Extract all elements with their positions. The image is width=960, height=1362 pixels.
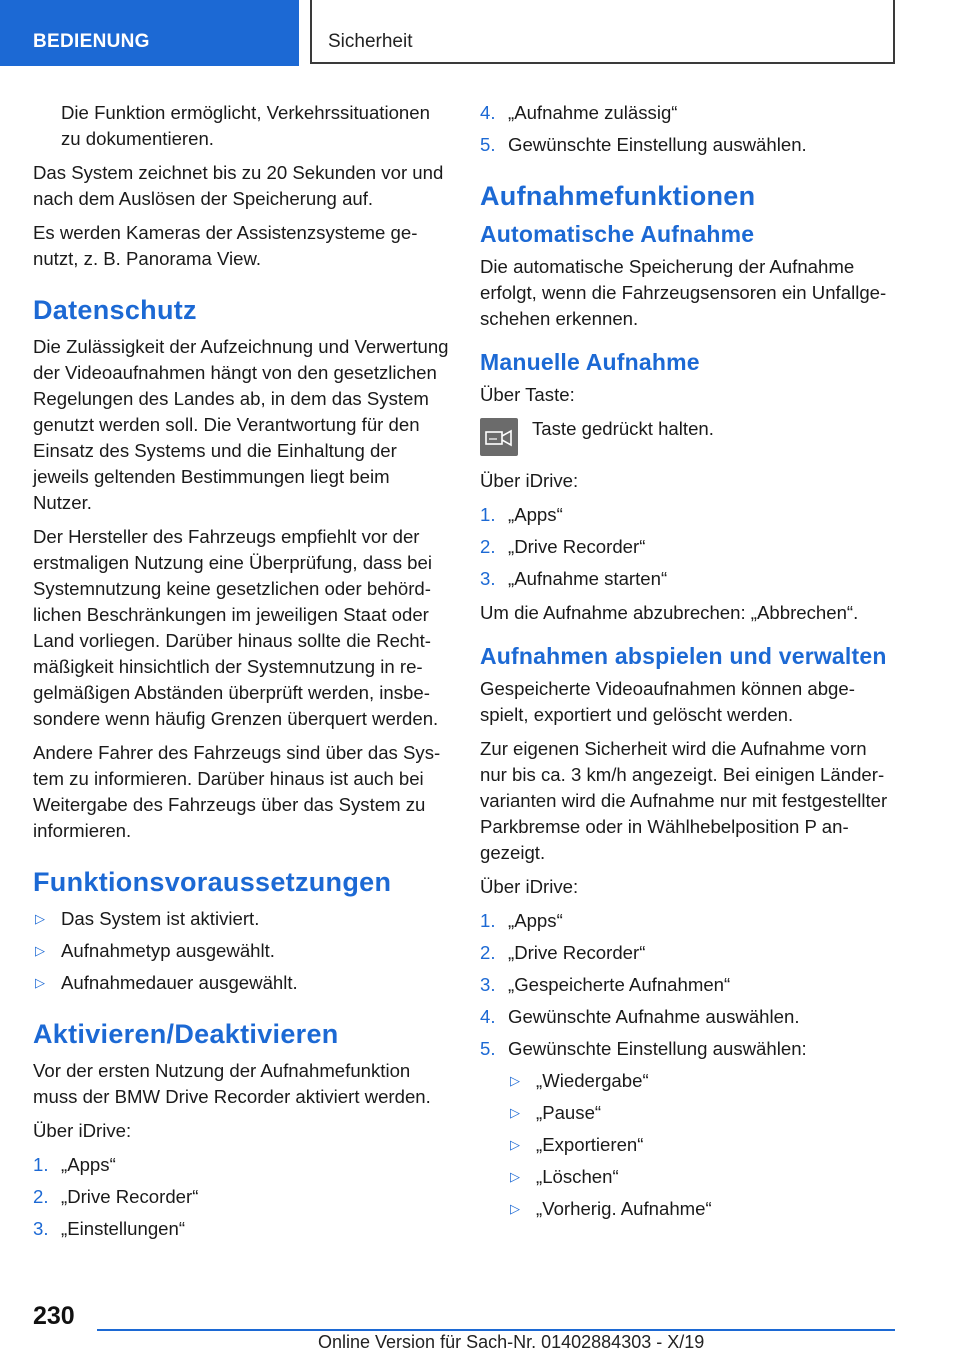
steps-list xyxy=(480,502,896,592)
paragraph: Die Zulässigkeit der Aufzeichnung und Verwertung der Videoaufnahmen hängt von den gesetzlichen Regelungen des Landes ab, in dem das System genutzt werden soll. Die Verantwortung für den Einsatz des Systems und die Einhaltung der jeweils geltenden Bestimmungen liegt beim Nutzer. xyxy=(33,336,449,513)
paragraph: Über iDrive: xyxy=(33,1120,132,1141)
triangle-right-icon: ▷ xyxy=(35,975,45,990)
paragraph: Um die Aufnahme abzubrechen: „Abbrechen“. xyxy=(480,602,859,623)
paragraph: Über iDrive: xyxy=(480,876,579,897)
paragraph: Vor der ersten Nutzung der Aufnahmefunktion muss der BMW Drive Recorder aktiviert werden. xyxy=(33,1060,431,1107)
list-item: 3. „Gespeicherte Aufnahmen“ xyxy=(480,974,731,995)
list-item: 3. „Einstellungen“ xyxy=(33,1218,186,1239)
list-item: 2. „Drive Recorder“ xyxy=(480,536,646,557)
list-item: ▷ Das System ist aktiviert. xyxy=(33,906,449,932)
list-item: 3. „Aufnahme starten“ xyxy=(480,568,668,589)
list-item: 5. Gewünschte Einstellung auswählen: ▷ „Wiedergabe“ ▷ „Pause“ ▷ „Exportieren“ ▷ „Löschen“ ▷ „Vorherig. Aufnahme“ xyxy=(480,1036,896,1222)
page-header xyxy=(0,0,960,66)
paragraph: Der Hersteller des Fahrzeugs empfiehlt vor der erstmaligen Nutzung eine Überprüfung, dass bei Systemnutzung keine gesetzlichen oder behördlichen Beschränkungen im jeweiligen Staat oder Land vorliegen. Darüber hinaus sollte die Rechtmäßigkeit hinsichtlich der Systemnutzung in regelmäßigen Abständen überprüft werden, insbesondere wenn häufig Grenzen überquert werden. xyxy=(33,526,439,729)
list-item: ▷ Aufnahmedauer ausgewählt. xyxy=(33,970,449,996)
list-item: 5. Gewünschte Einstellung auswählen. xyxy=(480,134,807,155)
intro-text: Die Funktion ermöglicht, Verkehrssituationen zu dokumentieren. xyxy=(61,102,430,149)
paragraph: Über Taste: xyxy=(480,384,575,405)
left-column xyxy=(33,100,449,1250)
paragraph: Es werden Kameras der Assistenzsysteme genutzt, z. B. Panorama View. xyxy=(33,222,418,269)
paragraph: Zur eigenen Sicherheit wird die Aufnahme vorn nur bis ca. 3 km/h angezeigt. Bei einigen Ländervarianten wird die Aufnahme nur mit festgestellter Parkbremse oder in Wählhebelposition P angezeigt. xyxy=(480,738,888,863)
triangle-right-icon: ▷ xyxy=(510,1073,520,1088)
page-number: 230 xyxy=(33,1302,75,1330)
paragraph: Andere Fahrer des Fahrzeugs sind über das System zu informieren. Darüber hinaus ist auch bei Weitergabe des Fahrzeugs über das System zu informieren. xyxy=(33,742,441,841)
heading-manuelle-aufnahme: Manuelle Aufnahme xyxy=(480,349,700,375)
steps-list-continued xyxy=(480,100,896,158)
list-item: 4. „Aufnahme zulässig“ xyxy=(480,102,678,123)
drive-recorder-button-icon xyxy=(480,418,518,456)
section-tab: BEDIENUNG xyxy=(0,0,299,66)
footer-version: Online Version für Sach-Nr. 01402884303 - X/19 xyxy=(318,1332,705,1352)
paragraph: Über iDrive: xyxy=(480,470,579,491)
button-instruction xyxy=(480,416,896,456)
right-column xyxy=(480,100,896,1230)
triangle-right-icon: ▷ xyxy=(510,1201,520,1216)
heading-aktivieren: Aktivieren/Deaktivieren xyxy=(33,1019,339,1049)
triangle-right-icon: ▷ xyxy=(35,943,45,958)
heading-aufnahmefunktionen: Aufnahmefunktionen xyxy=(480,181,756,211)
list-item: 1. „Apps“ xyxy=(480,910,563,931)
steps-list xyxy=(480,908,896,1222)
list-item: ▷ „Vorherig. Aufnahme“ xyxy=(508,1196,896,1222)
list-item: 1. „Apps“ xyxy=(33,1154,116,1175)
list-item: ▷ „Wiedergabe“ xyxy=(508,1068,896,1094)
paragraph: Die automatische Speicherung der Aufnahme erfolgt, wenn die Fahrzeugsensoren ein Unfallgeschehen erkennen. xyxy=(480,256,887,329)
list-item: 1. „Apps“ xyxy=(480,504,563,525)
paragraph: Gespeicherte Videoaufnahmen können abgespielt, exportiert und gelöscht werden. xyxy=(480,678,855,725)
list-item: ▷ Aufnahmetyp ausgewählt. xyxy=(33,938,449,964)
sub-options-list xyxy=(508,1068,896,1222)
triangle-right-icon: ▷ xyxy=(510,1105,520,1120)
steps-list xyxy=(33,1152,449,1242)
triangle-right-icon: ▷ xyxy=(510,1137,520,1152)
list-item: 2. „Drive Recorder“ xyxy=(480,942,646,963)
triangle-right-icon: ▷ xyxy=(510,1169,520,1184)
chapter-tab: Sicherheit xyxy=(310,0,895,64)
triangle-right-icon: ▷ xyxy=(35,911,45,926)
button-instruction-text: Taste gedrückt halten. xyxy=(532,418,714,439)
footer-divider xyxy=(97,1329,895,1331)
list-item: 2. „Drive Recorder“ xyxy=(33,1186,199,1207)
heading-aufnahmen-abspielen: Aufnahmen abspielen und verwalten xyxy=(480,643,887,669)
heading-automatische-aufnahme: Automatische Aufnahme xyxy=(480,221,755,247)
requirements-list xyxy=(33,906,449,996)
paragraph: Das System zeichnet bis zu 20 Sekunden vor und nach dem Auslösen der Speicherung auf. xyxy=(33,162,444,209)
list-item: 4. Gewünschte Aufnahme auswählen. xyxy=(480,1006,800,1027)
heading-datenschutz: Datenschutz xyxy=(33,295,197,325)
heading-funktionsvoraussetzungen: Funktionsvoraussetzungen xyxy=(33,867,392,897)
list-item: ▷ „Löschen“ xyxy=(508,1164,896,1190)
list-item: ▷ „Pause“ xyxy=(508,1100,896,1126)
list-item: ▷ „Exportieren“ xyxy=(508,1132,896,1158)
